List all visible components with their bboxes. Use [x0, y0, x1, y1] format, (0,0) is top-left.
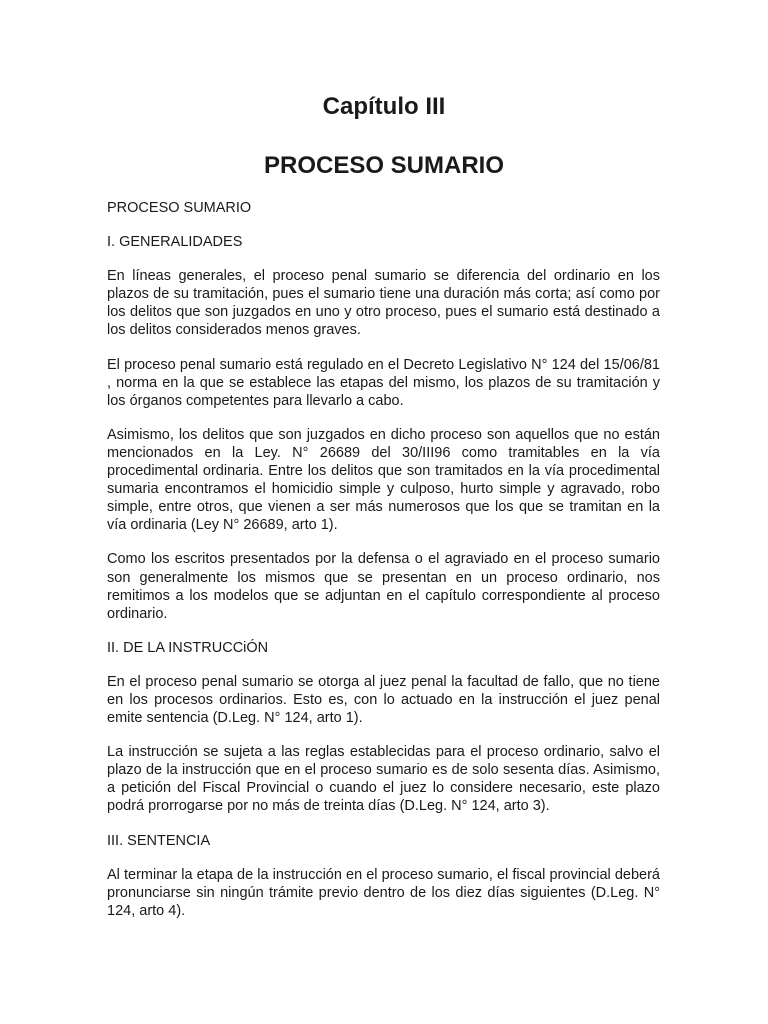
paragraph: Como los escritos presentados por la defensa o el agraviado en el proceso sumario son generalmente los mismos que se presentan en un proceso ordinario, nos remitimos a los modelos que se adjuntan en el capítulo correspondiente al proceso ordinario. [107, 551, 660, 622]
section-heading-generalidades: I. GENERALIDADES [107, 234, 243, 251]
paragraph: El proceso penal sumario está regulado en el Decreto Legislativo N° 124 del 15/06/81 , norma en la que se establece las etapas del mismo, los plazos de su tramitación y los órganos competentes para llevarlo a cabo. [107, 356, 660, 409]
document-subtitle: PROCESO SUMARIO [107, 200, 252, 216]
paragraph: Al terminar la etapa de la instrucción en el proceso sumario, el fiscal provincial deberá pronunciarse sin ningún trámite previo dentro de los diez días siguientes (D.Leg. N° 124, arto 4). [107, 866, 660, 919]
paragraph: Asimismo, los delitos que son juzgados en dicho proceso son aquellos que no están mencionados en la Ley. N° 26689 del 30/III96 como tramitables en la vía procedimental ordinaria. Entre los delitos que son tramitados en la vía procedimental sumaria encontramos el homicidio simple y culposo, hurto simple y agravado, robo simple, entre otros, que vienen a ser más numerosos que los que se tramitan en la vía ordinaria (Ley N° 26689, arto 1). [107, 426, 660, 534]
paragraph: En el proceso penal sumario se otorga al juez penal la facultad de fallo, que no tiene en los procesos ordinarios. Esto es, con lo actuado en la instrucción el juez penal emite sentencia (D.Leg. N° 124, arto 1). [107, 673, 660, 727]
chapter-title: Capítulo III [322, 93, 446, 120]
document-body [107, 199, 660, 936]
section-heading-instruccion: II. DE LA INSTRUCCiÓN [107, 639, 269, 656]
paragraph: En líneas generales, el proceso penal sumario se diferencia del ordinario en los plazos de su tramitación, pues el sumario tiene una duración más corta; así como por los delitos que son juzgados en uno y otro proceso, pues el sumario está destinado a los delitos considerados menos graves. [107, 268, 660, 339]
document-title: PROCESO SUMARIO [263, 152, 505, 179]
paragraph: La instrucción se sujeta a las reglas establecidas para el proceso ordinario, salvo el plazo de la instrucción que en el proceso sumario es de solo sesenta días. Asimismo, a petición del Fiscal Provincial o cuando el juez lo considere necesario, este plazo podrá prorrogarse por no más de treinta días (D.Leg. N° 124, arto 3). [107, 744, 660, 815]
section-heading-sentencia: III. SENTENCIA [107, 832, 211, 849]
